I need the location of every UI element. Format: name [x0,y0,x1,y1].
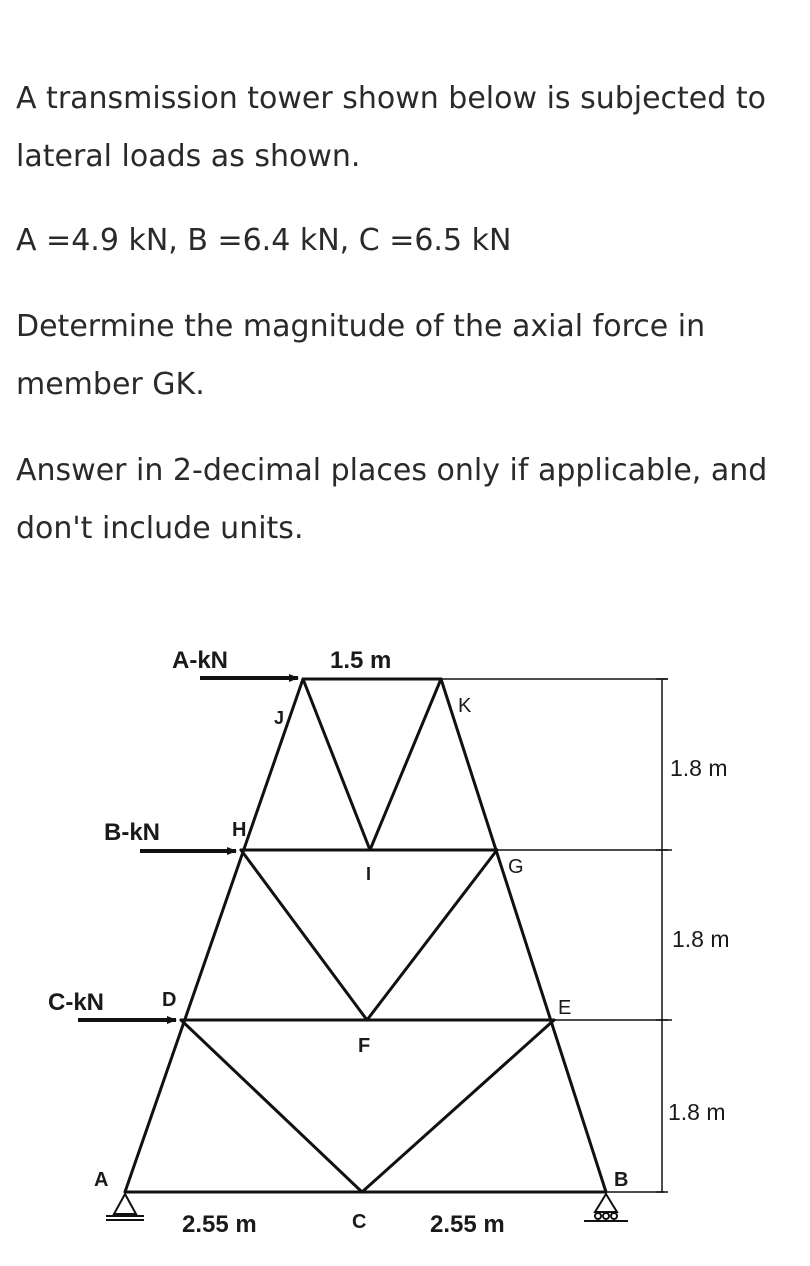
node-label-I: I [366,864,372,884]
dim-height-3: 1.8 m [668,1099,726,1125]
member-CE [362,1020,554,1192]
node-label-A: A [94,1169,109,1191]
question-instruction: Answer in 2-decimal places only if applicable, and don't include units. [16,453,768,546]
node-label-G: G [508,856,524,878]
dim-base-right: 2.55 m [430,1211,505,1238]
node-label-D: D [162,989,177,1011]
node-label-E: E [558,997,572,1019]
dim-height-2: 1.8 m [672,926,730,952]
roller-support-right [584,1194,628,1221]
pin-support-left [106,1194,144,1220]
load-label-top: A-kN [172,647,229,674]
question-task: Determine the magnitude of the axial force in member GK. [16,309,706,402]
truss-diagram [0,600,810,1260]
question-loads: A =4.9 kN, B =6.4 kN, C =6.5 kN [16,223,512,258]
member-left-leg [125,679,303,1192]
load-label-bottom: C-kN [48,989,105,1016]
node-label-F: F [358,1035,371,1057]
dim-height-1: 1.8 m [670,755,728,781]
dim-top-width: 1.5 m [330,647,392,674]
member-right-leg [441,679,606,1192]
member-JI [303,679,370,850]
node-label-B: B [614,1169,629,1191]
member-HF [241,850,367,1020]
member-DC [181,1020,362,1192]
member-IK [370,679,441,850]
dim-base-left: 2.55 m [182,1211,257,1238]
member-FG [367,850,497,1020]
node-label-H: H [232,819,247,841]
node-label-K: K [458,695,472,717]
node-label-C: C [352,1211,367,1233]
node-label-J: J [274,708,285,728]
load-label-middle: B-kN [104,819,161,846]
question-intro: A transmission tower shown below is subjected to lateral loads as shown. [16,81,766,174]
